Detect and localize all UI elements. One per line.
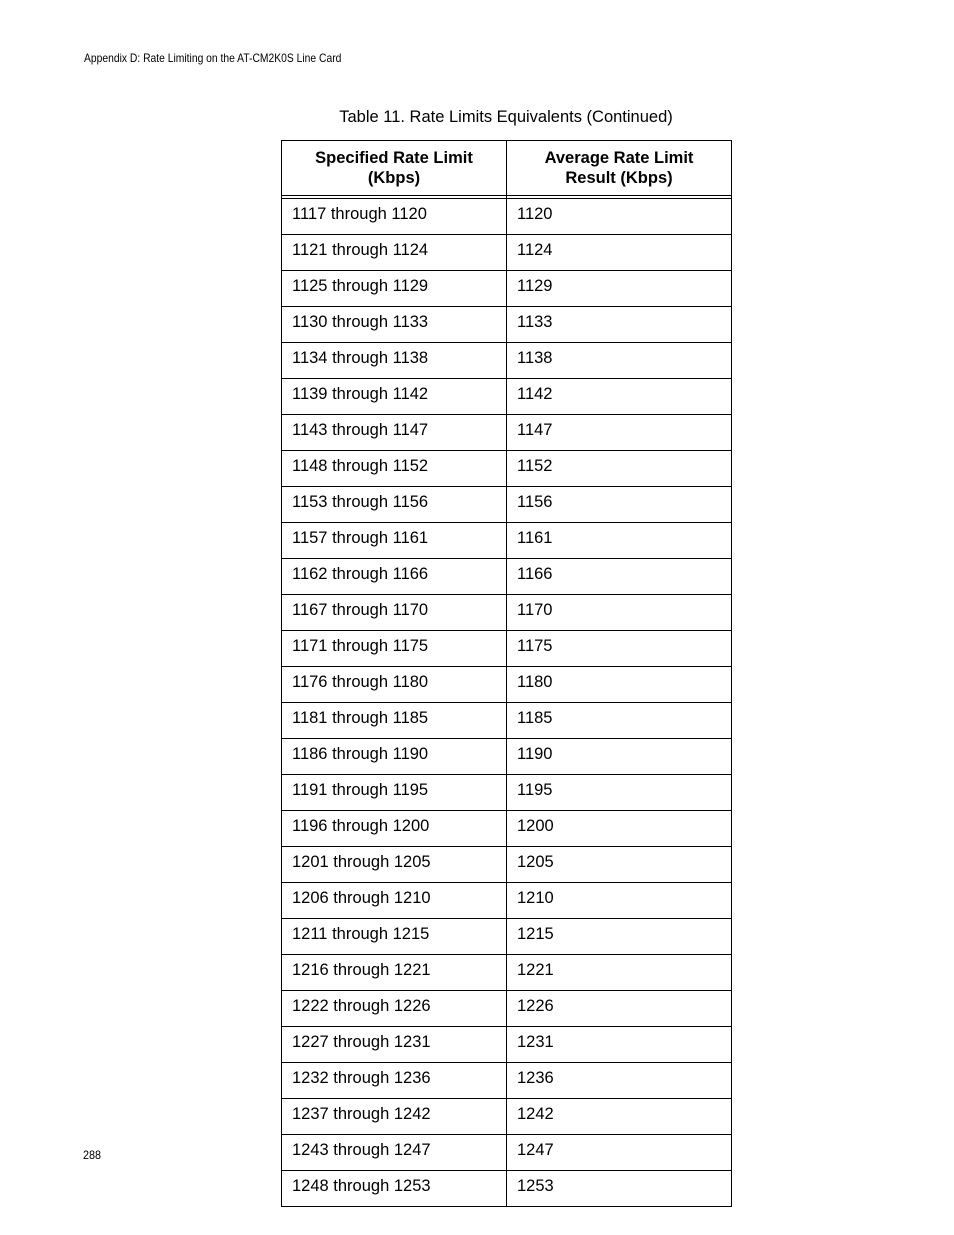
specified-rate-cell: 1211 through 1215 (282, 919, 507, 955)
specified-rate-cell: 1117 through 1120 (282, 199, 507, 235)
average-rate-cell: 1120 (507, 199, 732, 235)
table-row (282, 1099, 732, 1135)
specified-rate-cell: 1157 through 1161 (282, 523, 507, 559)
table-row (282, 667, 732, 703)
table-row (282, 271, 732, 307)
average-rate-cell: 1190 (507, 739, 732, 775)
average-rate-cell: 1133 (507, 307, 732, 343)
table-row (282, 955, 732, 991)
table-row (282, 739, 732, 775)
table-row (282, 559, 732, 595)
table-row (282, 631, 732, 667)
page-number: 288 (83, 1148, 102, 1162)
column-header-line: Average Rate Limit (544, 149, 694, 167)
column-header-line: Specified Rate Limit (315, 149, 473, 167)
specified-rate-cell: 1191 through 1195 (282, 775, 507, 811)
table-row (282, 811, 732, 847)
table-row (282, 235, 732, 271)
specified-rate-cell: 1148 through 1152 (282, 451, 507, 487)
specified-rate-cell: 1125 through 1129 (282, 271, 507, 307)
specified-rate-cell: 1237 through 1242 (282, 1099, 507, 1135)
specified-rate-cell: 1143 through 1147 (282, 415, 507, 451)
table-row (282, 883, 732, 919)
running-header: Appendix D: Rate Limiting on the AT-CM2K0S Line Card (84, 51, 342, 65)
specified-rate-cell: 1167 through 1170 (282, 595, 507, 631)
specified-rate-cell: 1176 through 1180 (282, 667, 507, 703)
table-row (282, 847, 732, 883)
column-header-line: Result (Kbps) (565, 169, 673, 187)
average-rate-cell: 1142 (507, 379, 732, 415)
average-rate-cell: 1129 (507, 271, 732, 307)
table-row (282, 703, 732, 739)
table-row (282, 1135, 732, 1171)
average-rate-cell: 1215 (507, 919, 732, 955)
average-rate-cell: 1170 (507, 595, 732, 631)
column-header-specified-rate (282, 141, 507, 196)
table-row (282, 415, 732, 451)
table-header-row (282, 141, 732, 196)
average-rate-cell: 1124 (507, 235, 732, 271)
average-rate-cell: 1236 (507, 1063, 732, 1099)
average-rate-cell: 1247 (507, 1135, 732, 1171)
table-row (282, 919, 732, 955)
table-row (282, 451, 732, 487)
rate-limits-table (281, 140, 732, 1207)
average-rate-cell: 1175 (507, 631, 732, 667)
average-rate-cell: 1200 (507, 811, 732, 847)
specified-rate-cell: 1227 through 1231 (282, 1027, 507, 1063)
average-rate-cell: 1221 (507, 955, 732, 991)
column-header-average-rate (507, 141, 732, 196)
average-rate-cell: 1152 (507, 451, 732, 487)
specified-rate-cell: 1248 through 1253 (282, 1171, 507, 1207)
table-row (282, 1063, 732, 1099)
table-row (282, 1171, 732, 1207)
table-row (282, 523, 732, 559)
table-row (282, 991, 732, 1027)
average-rate-cell: 1147 (507, 415, 732, 451)
average-rate-cell: 1210 (507, 883, 732, 919)
specified-rate-cell: 1134 through 1138 (282, 343, 507, 379)
specified-rate-cell: 1121 through 1124 (282, 235, 507, 271)
table-row (282, 1027, 732, 1063)
specified-rate-cell: 1243 through 1247 (282, 1135, 507, 1171)
average-rate-cell: 1231 (507, 1027, 732, 1063)
table-caption: Table 11. Rate Limits Equivalents (Continued) (339, 108, 673, 126)
average-rate-cell: 1180 (507, 667, 732, 703)
column-header-line: (Kbps) (367, 169, 421, 187)
specified-rate-cell: 1153 through 1156 (282, 487, 507, 523)
average-rate-cell: 1253 (507, 1171, 732, 1207)
table-row (282, 775, 732, 811)
specified-rate-cell: 1201 through 1205 (282, 847, 507, 883)
average-rate-cell: 1161 (507, 523, 732, 559)
average-rate-cell: 1195 (507, 775, 732, 811)
specified-rate-cell: 1206 through 1210 (282, 883, 507, 919)
table-row (282, 343, 732, 379)
specified-rate-cell: 1222 through 1226 (282, 991, 507, 1027)
table-row (282, 199, 732, 235)
average-rate-cell: 1226 (507, 991, 732, 1027)
specified-rate-cell: 1232 through 1236 (282, 1063, 507, 1099)
average-rate-cell: 1205 (507, 847, 732, 883)
specified-rate-cell: 1181 through 1185 (282, 703, 507, 739)
average-rate-cell: 1156 (507, 487, 732, 523)
table-row (282, 595, 732, 631)
table-row (282, 307, 732, 343)
average-rate-cell: 1242 (507, 1099, 732, 1135)
specified-rate-cell: 1171 through 1175 (282, 631, 507, 667)
specified-rate-cell: 1139 through 1142 (282, 379, 507, 415)
table-row (282, 379, 732, 415)
average-rate-cell: 1166 (507, 559, 732, 595)
table-row (282, 487, 732, 523)
specified-rate-cell: 1196 through 1200 (282, 811, 507, 847)
specified-rate-cell: 1130 through 1133 (282, 307, 507, 343)
specified-rate-cell: 1162 through 1166 (282, 559, 507, 595)
specified-rate-cell: 1186 through 1190 (282, 739, 507, 775)
table-body (282, 196, 732, 1207)
specified-rate-cell: 1216 through 1221 (282, 955, 507, 991)
average-rate-cell: 1185 (507, 703, 732, 739)
average-rate-cell: 1138 (507, 343, 732, 379)
